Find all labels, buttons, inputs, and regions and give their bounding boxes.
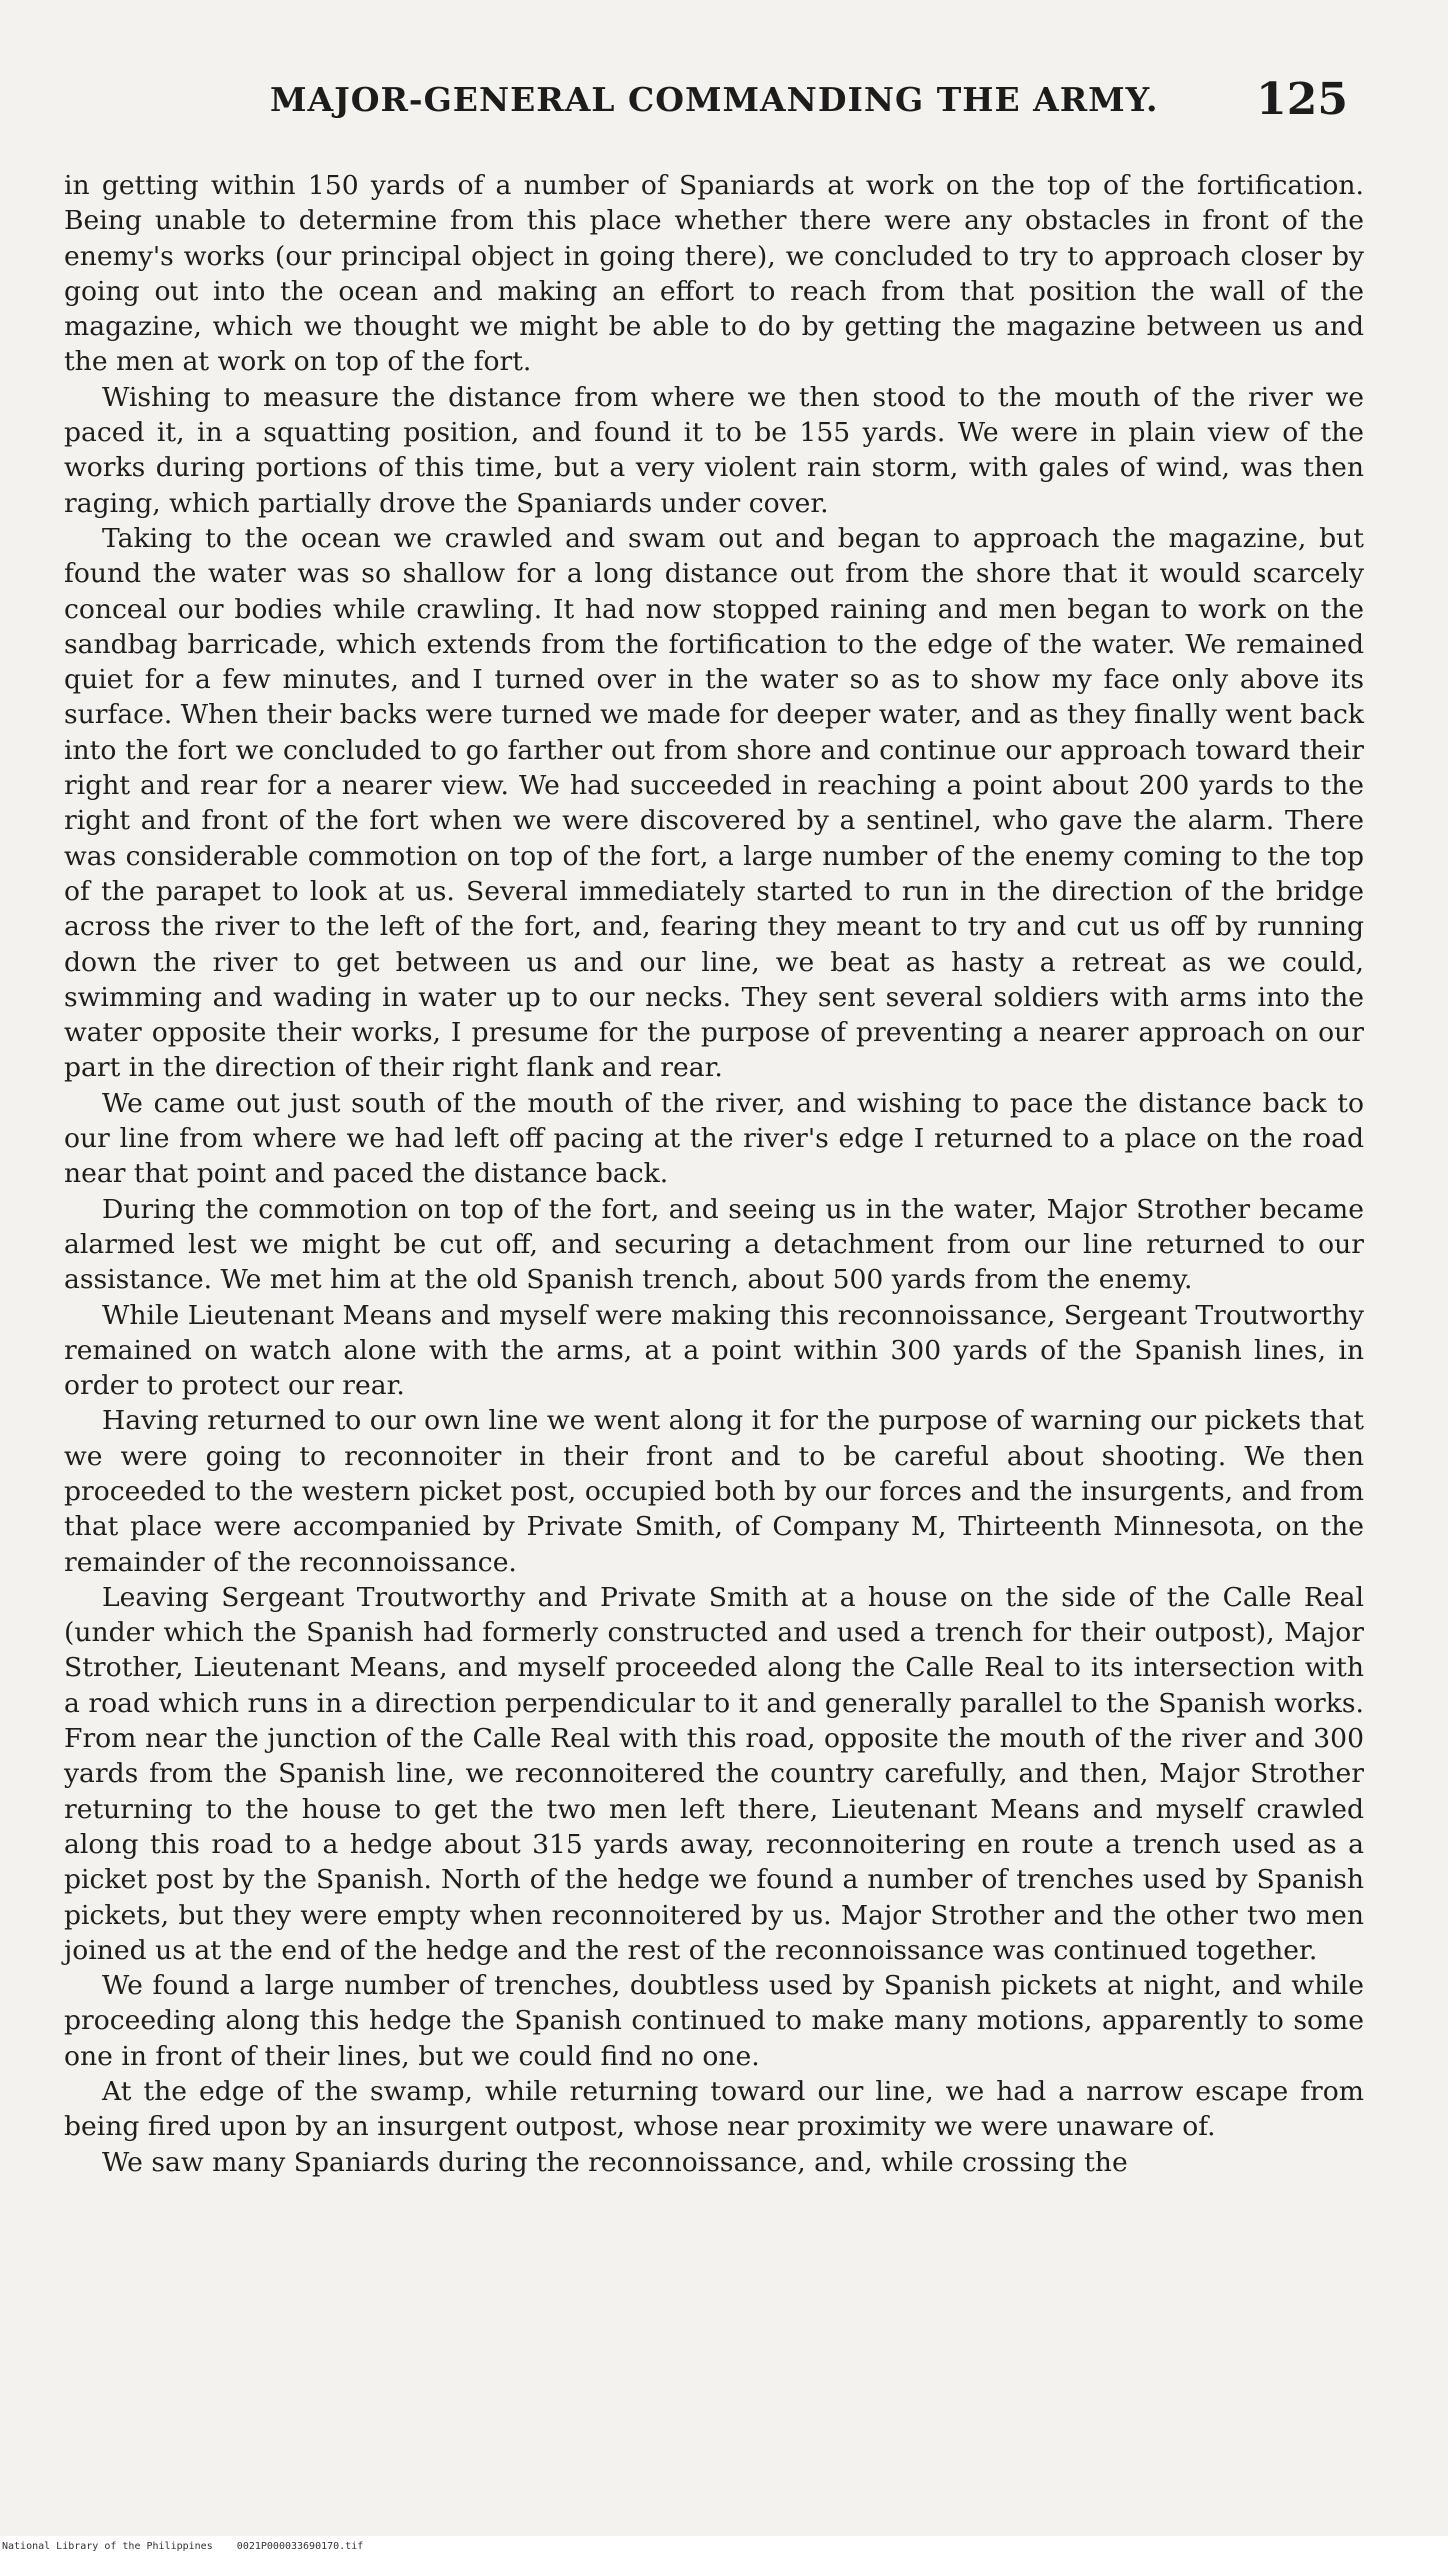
running-head: MAJOR-GENERAL COMMANDING THE ARMY. [270,80,1159,119]
paragraph: While Lieutenant Means and myself were making this reconnoissance, Sergeant Troutworthy remained on watch alone with the arms, at a point within 300 yards of the Spanish lines, in order to protect our rear. [64,1299,1364,1402]
paragraph: We found a large number of trenches, doubtless used by Spanish pickets at night, and while proceeding along this hedge the Spanish continued to make many motions, apparently to some one in front of their lines, but we could find no one. [64,1970,1364,2072]
paragraph: We saw many Spaniards during the reconnoissance, and, while crossing the [102,2146,1128,2178]
paragraph: Leaving Sergeant Troutworthy and Private Smith at a house on the side of the Calle Real (under which the Spanish had formerly constructed and used a trench for their outpost), Major Strother, Lieutenant Means, and myself proceeded along the Calle Real to its intersection with a road which runs in a direction perpendicular to it and generally parallel to the Spanish works. From near the junction of the Calle Real with this road, opposite the mouth of the river and 300 yards from the Spanish line, we reconnoitered the country carefully, and then, Major Strother returning to the house to get the two men left there, Lieutenant Means and myself crawled along this road to a hedge about 315 yards away, reconnoitering en route a trench used as a picket post by the Spanish. North of the hedge we found a number of trenches used by Spanish pickets, but they were empty when reconnoitered by us. Major Strother and the other two men joined us at the end of the hedge and the rest of the reconnoissance was continued together. [64,1581,1364,1966]
paragraph: We came out just south of the mouth of the river, and wishing to pace the distance back to our line from where we had left off pacing at the river's edge I returned to a place on the road near that point and paced the distance back. [64,1087,1364,1190]
paragraph: Having returned to our own line we went along it for the purpose of warning our pickets that we were going to reconnoiter in their front and to be careful about shooting. We then proceeded to the western picket post, occupied both by our forces and the insurgents, and from that place were accompanied by Private Smith, of Company M, Thirteenth Minnesota, on the remainder of the reconnoissance. [64,1405,1364,1578]
body-text [64,168,1364,2180]
paragraph: Wishing to measure the distance from where we then stood to the mouth of the river we paced it, in a squatting position, and found it to be 155 yards. We were in plain view of the works during portions of this time, but a very violent rain storm, with gales of wind, was then raging, which partially drove the Spaniards under cover. [64,381,1364,519]
scan-footer [0,2536,1448,2558]
paragraph: At the edge of the swamp, while returning toward our line, we had a narrow escape from being fired upon by an insurgent outpost, whose near proximity we were unaware of. [64,2076,1364,2143]
scan-caption: National Library of the Philippines 0021P000033690170.tif [2,2541,364,2552]
paragraph: Taking to the ocean we crawled and swam out and began to approach the magazine, but found the water was so shallow for a long distance out from the shore that it would scarcely conceal our bodies while crawling. It had now stopped raining and men began to work on the sandbag barricade, which extends from the fortification to the edge of the water. We remained quiet for a few minutes, and I turned over in the water so as to show my face only above its surface. When their backs were turned we made for deeper water, and as they finally went back into the fort we concluded to go farther out from shore and continue our approach toward their right and rear for a nearer view. We had succeeded in reaching a point about 200 yards to the right and front of the fort when we were discovered by a sentinel, who gave the alarm. There was considerable commotion on top of the fort, a large number of the enemy coming to the top of the parapet to look at us. Several immediately started to run in the direction of the bridge across the river to the left of the fort, and, fearing they meant to try and cut us off by running down the river to get between us and our line, we beat as hasty a retreat as we could, swimming and wading in water up to our necks. They sent several soldiers with arms into the water opposite their works, I presume for the purpose of preventing a nearer approach on our part in the direction of their right flank and rear. [64,522,1364,1084]
paragraph: in getting within 150 yards of a number of Spaniards at work on the top of the fortification. Being unable to determine from this place whether there were any obstacles in front of the enemy's works (our principal object in going there), we concluded to try to approach closer by going out into the ocean and making an effort to reach from that position the wall of the magazine, which we thought we might be able to do by getting the magazine between us and the men at work on top of the fort. [64,170,1364,378]
page-number: 125 [1256,74,1348,125]
paragraph: During the commotion on top of the fort, and seeing us in the water, Major Strother became alarmed lest we might be cut off, and securing a detachment from our line returned to our assistance. We met him at the old Spanish trench, about 500 yards from the enemy. [64,1193,1364,1296]
